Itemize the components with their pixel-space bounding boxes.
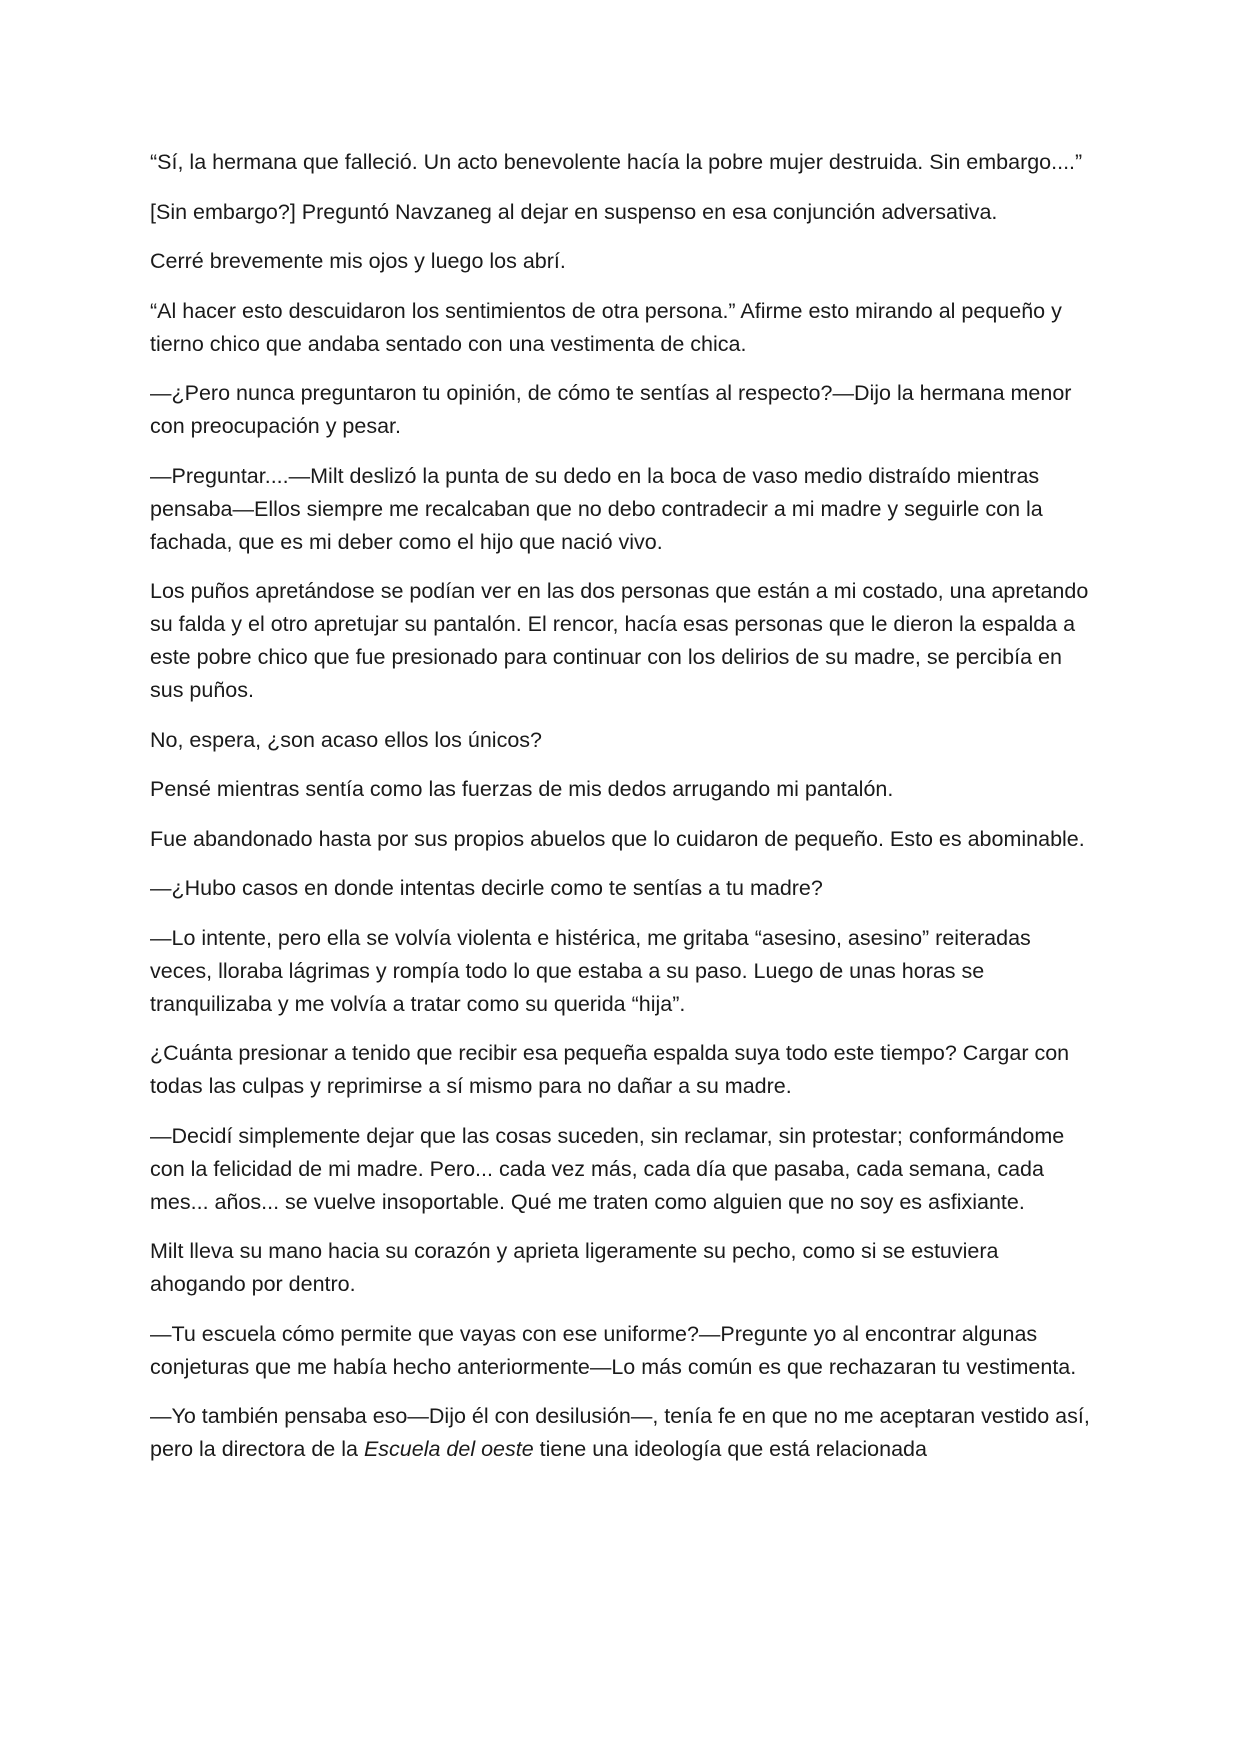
paragraph: —Decidí simplemente dejar que las cosas suceden, sin reclamar, sin protestar; conformándome con la felicidad de mi madre. Pero... cada vez más, cada día que pasaba, cada semana, cada mes... años... se vuelve insoportable. Qué me traten como alguien que no soy es asfixiante. bbox=[150, 1123, 1065, 1214]
last-paragraph-end: tiene una ideología que está relacionada bbox=[533, 1437, 927, 1461]
paragraph: [Sin embargo?] Preguntó Navzaneg al dejar en suspenso en esa conjunción adversativa. bbox=[150, 199, 998, 224]
paragraph: —¿Hubo casos en donde intentas decirle como te sentías a tu madre? bbox=[150, 876, 823, 900]
page-text-body bbox=[150, 146, 1095, 1483]
paragraph: —¿Pero nunca preguntaron tu opinión, de cómo te sentías al respecto?—Dijo la hermana menor con preocupación y pesar. bbox=[150, 381, 1072, 438]
last-paragraph bbox=[150, 1400, 1095, 1466]
paragraph: Fue abandonado hasta por sus propios abuelos que lo cuidaron de pequeño. Esto es abominable. bbox=[150, 826, 1085, 851]
paragraph: —Tu escuela cómo permite que vayas con ese uniforme?—Pregunte yo al encontrar algunas conjeturas que me había hecho anteriormente—Lo más común es que rechazaran tu vestimenta. bbox=[150, 1321, 1077, 1379]
paragraph: No, espera, ¿son acaso ellos los únicos? bbox=[150, 727, 542, 752]
paragraph: —Preguntar....—Milt deslizó la punta de su dedo en la boca de vaso medio distraído mientras pensaba—Ellos siempre me recalcaban que no debo contradecir a mi madre y seguirle con la fachada, que es mi deber como el hijo que nació vivo. bbox=[150, 463, 1043, 554]
paragraph: Los puños apretándose se podían ver en las dos personas que están a mi costado, una apretando su falda y el otro apretujar su pantalón. El rencor, hacía esas personas que le dieron la espalda a este pobre chico que fue presionado para continuar con los delirios de su madre, se percibía en sus puños. bbox=[150, 579, 1089, 702]
paragraph: Pensé mientras sentía como las fuerzas de mis dedos arrugando mi pantalón. bbox=[150, 777, 894, 801]
last-paragraph-start: —Yo también pensaba eso—Dijo él con desilusión—, tenía fe en que no me aceptaran vestido así, pero la directora de la bbox=[150, 1404, 1090, 1461]
paragraph: Cerré brevemente mis ojos y luego los abrí. bbox=[150, 249, 566, 273]
paragraph: “Al hacer esto descuidaron los sentimientos de otra persona.” Afirme esto mirando al pequeño y tierno chico que andaba sentado con una vestimenta de chica. bbox=[150, 298, 1062, 356]
paragraph: —Lo intente, pero ella se volvía violenta e histérica, me gritaba “asesino, asesino” reiteradas veces, lloraba lágrimas y rompía todo lo que estaba a su paso. Luego de unas horas se tranquilizaba y me volvía a tratar como su querida “hija”. bbox=[150, 925, 1031, 1016]
paragraph: “Sí, la hermana que falleció. Un acto benevolente hacía la pobre mujer destruida. Sin embargo....” bbox=[150, 150, 1083, 174]
paragraph: Milt lleva su mano hacia su corazón y aprieta ligeramente su pecho, como si se estuviera ahogando por dentro. bbox=[150, 1239, 999, 1296]
paragraph: ¿Cuánta presionar a tenido que recibir esa pequeña espalda suya todo este tiempo? Cargar con todas las culpas y reprimirse a sí mismo para no dañar a su madre. bbox=[150, 1041, 1070, 1098]
school-name-emphasis: Escuela del oeste bbox=[363, 1437, 534, 1461]
